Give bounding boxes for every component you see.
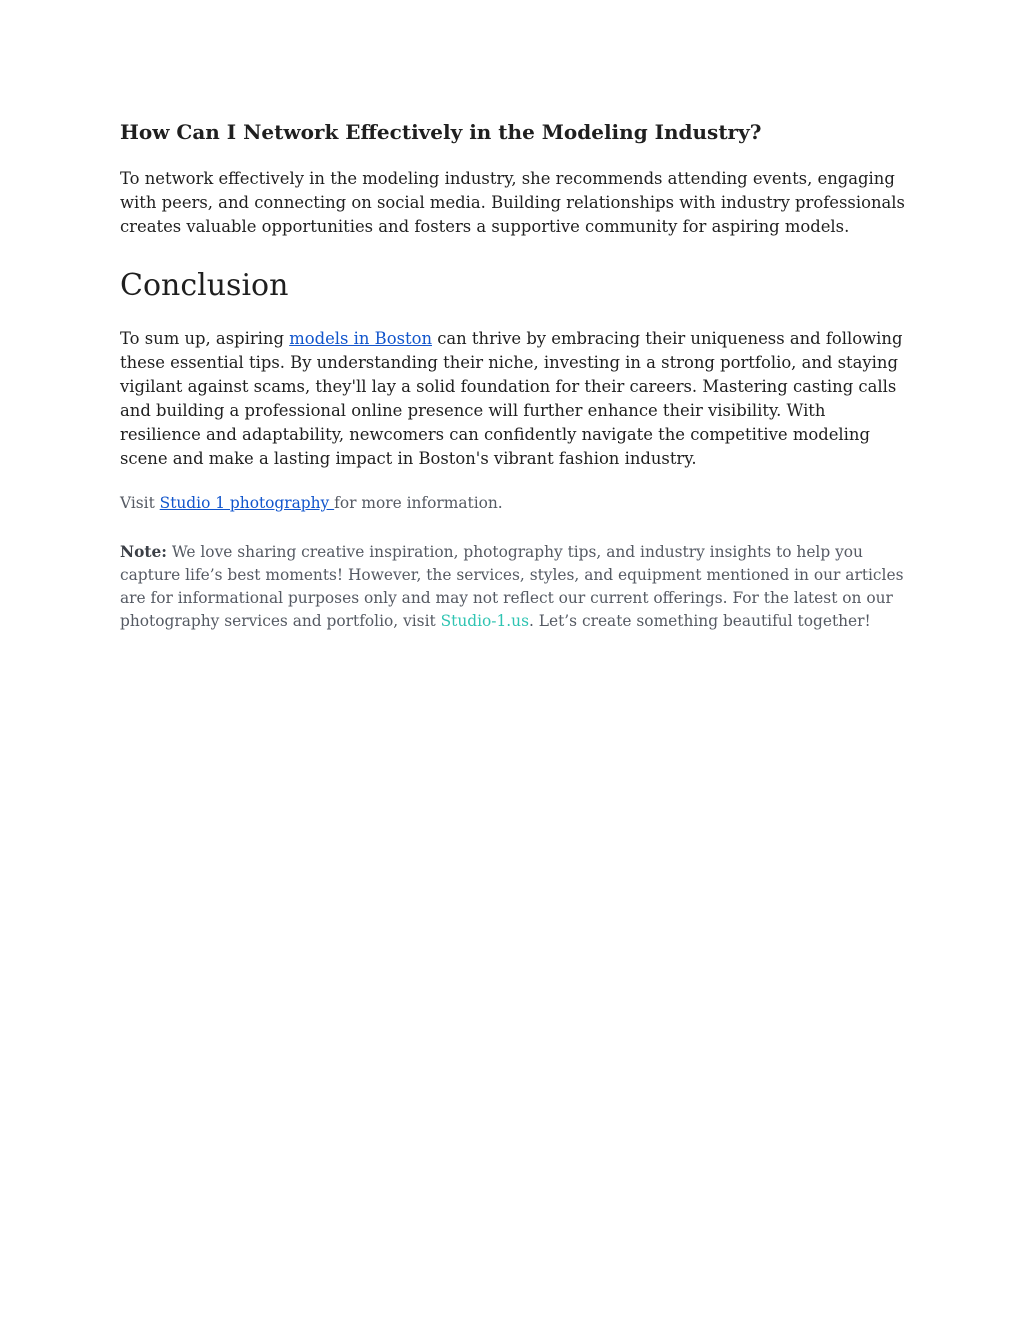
note-paragraph	[120, 541, 910, 633]
studio-1-us-link[interactable]: Studio-1.us	[440, 612, 529, 630]
note-text-start: We love sharing creative inspiration, photography tips, and industry insights to help you capture life’s best moments! However, the services, styles, and equipment mentioned in our articles are for informational purposes only and may not reflect our current offerings. For the latest on our photography services and portfolio, visit	[120, 543, 904, 630]
conclusion-text-end: can thrive by embracing their uniqueness and following these essential tips. By understanding their niche, investing in a strong portfolio, and staying vigilant against scams, they'll lay a solid foundation for their careers. Mastering casting calls and building a professional online presence will further enhance their visibility. With resilience and adaptability, newcomers can confidently navigate the competitive modeling scene and make a lasting impact in Boston's vibrant fashion industry.	[120, 329, 903, 468]
note-text-end: . Let’s create something beautiful together!	[528, 612, 871, 630]
visit-text-start: Visit	[120, 494, 160, 512]
heading-network: How Can I Network Effectively in the Modeling Industry?	[120, 120, 762, 144]
heading-conclusion: Conclusion	[120, 268, 289, 303]
studio-1-photography-link[interactable]: Studio 1 photography	[159, 494, 335, 512]
network-paragraph: To network effectively in the modeling industry, she recommends attending events, engaging with peers, and connecting on social media. Building relationships with industry professionals creates valuable opportunities and fosters a supportive community for aspiring models.	[120, 169, 905, 236]
models-in-boston-link[interactable]: models in Boston	[289, 329, 432, 348]
note-label: Note:	[120, 543, 167, 561]
conclusion-text-start: To sum up, aspiring	[120, 329, 290, 348]
visit-paragraph	[120, 491, 910, 515]
conclusion-paragraph	[120, 327, 910, 471]
visit-text-end: for more information.	[334, 494, 503, 512]
